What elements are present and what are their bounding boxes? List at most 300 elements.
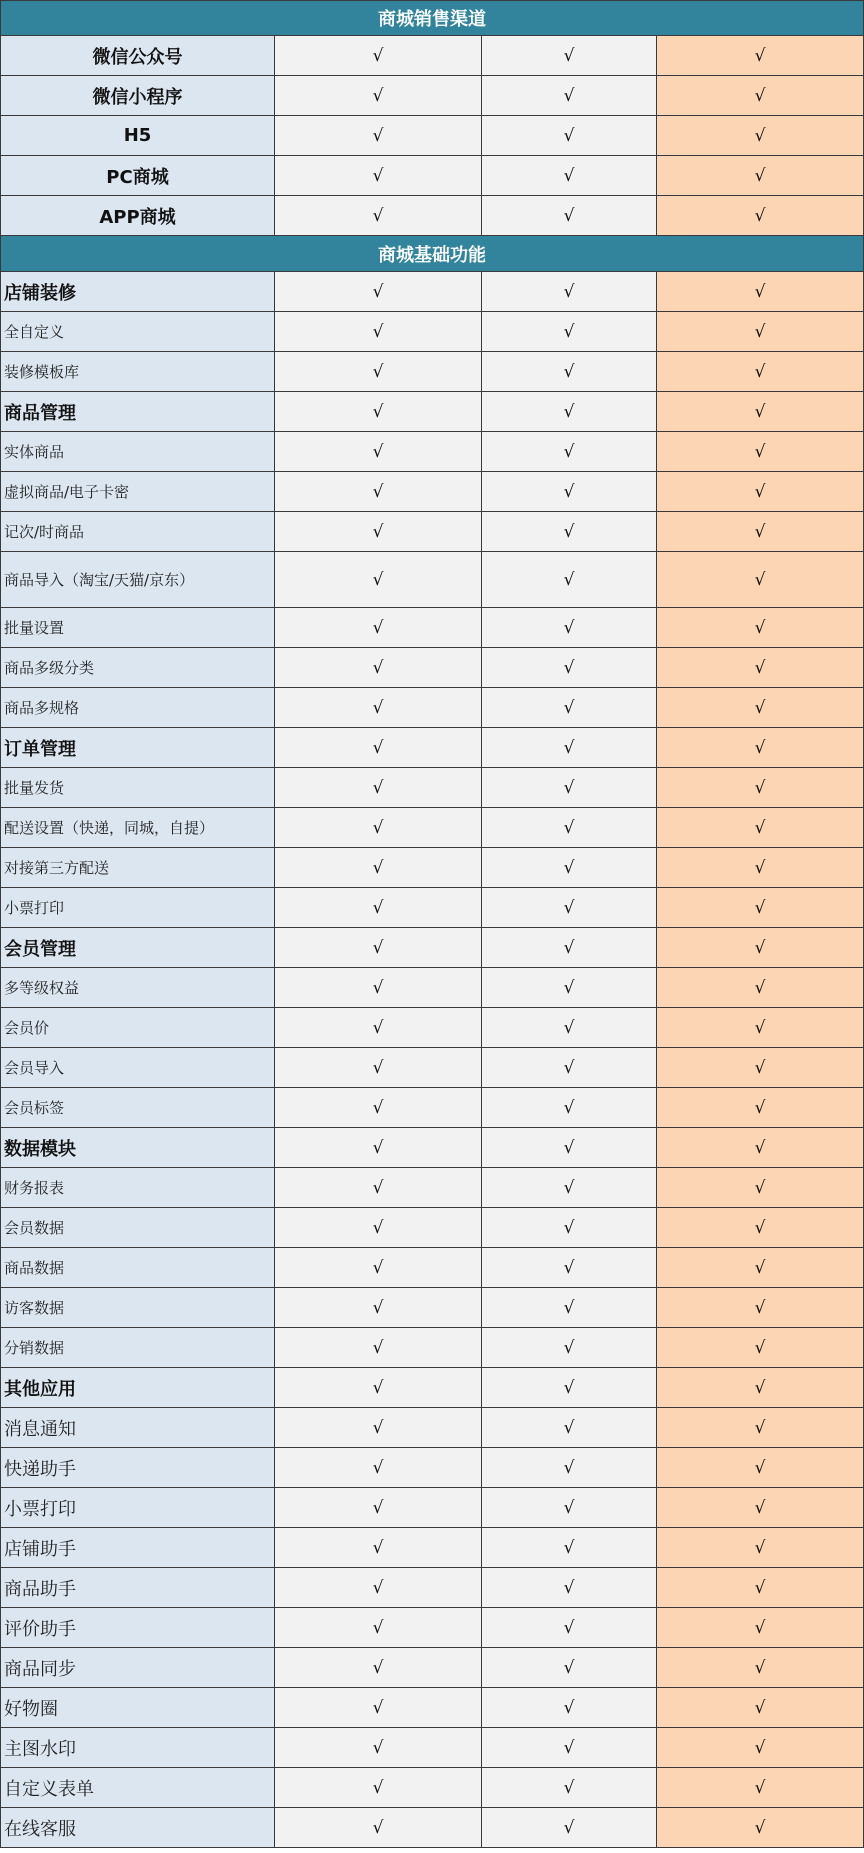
check-mark: √ — [754, 205, 766, 226]
feature-label-cell — [0, 156, 275, 195]
table-row — [0, 768, 864, 808]
feature-label-cell — [0, 272, 275, 311]
table-row — [0, 76, 864, 116]
check-mark: √ — [372, 977, 384, 998]
check-mark: √ — [754, 1057, 766, 1078]
table-row — [0, 688, 864, 728]
plan-3-cell — [657, 808, 864, 847]
plan-1-cell — [275, 768, 482, 807]
table-row — [0, 1248, 864, 1288]
plan-3-cell — [657, 552, 864, 607]
feature-label: 商品导入（淘宝/天猫/京东） — [4, 571, 195, 589]
plan-2-cell — [482, 392, 657, 431]
section-title: 商城销售渠道 — [378, 9, 486, 30]
check-mark: √ — [563, 1137, 575, 1158]
check-mark: √ — [563, 1377, 575, 1398]
check-mark: √ — [372, 1257, 384, 1278]
check-mark: √ — [563, 1537, 575, 1558]
plan-1-cell — [275, 1648, 482, 1687]
check-mark: √ — [563, 1617, 575, 1638]
check-mark: √ — [563, 1177, 575, 1198]
plan-1-cell — [275, 1208, 482, 1247]
feature-label-cell — [0, 1728, 275, 1767]
plan-2-cell — [482, 432, 657, 471]
table-row — [0, 392, 864, 432]
check-mark: √ — [563, 1017, 575, 1038]
plan-3-cell — [657, 512, 864, 551]
plan-2-cell — [482, 352, 657, 391]
feature-label-cell — [0, 1208, 275, 1247]
check-mark: √ — [754, 1377, 766, 1398]
check-mark: √ — [372, 1177, 384, 1198]
check-mark: √ — [754, 1497, 766, 1518]
plan-2-cell — [482, 888, 657, 927]
plan-3-cell — [657, 1648, 864, 1687]
feature-label-cell — [0, 472, 275, 511]
feature-label-cell — [0, 968, 275, 1007]
check-mark: √ — [754, 1017, 766, 1038]
feature-label-cell — [0, 608, 275, 647]
table-row — [0, 1608, 864, 1648]
feature-label: 记次/时商品 — [4, 523, 85, 541]
feature-label: 主图水印 — [4, 1738, 76, 1760]
feature-label: 在线客服 — [4, 1818, 76, 1840]
feature-label: 数据模块 — [4, 1138, 76, 1160]
check-mark: √ — [754, 977, 766, 998]
check-mark: √ — [372, 817, 384, 838]
plan-3-cell — [657, 1688, 864, 1727]
table-row — [0, 156, 864, 196]
table-row — [0, 808, 864, 848]
plan-2-cell — [482, 1328, 657, 1367]
check-mark: √ — [754, 617, 766, 638]
check-mark: √ — [372, 1377, 384, 1398]
check-mark: √ — [754, 481, 766, 502]
check-mark: √ — [372, 165, 384, 186]
table-row — [0, 512, 864, 552]
feature-label-cell — [0, 688, 275, 727]
plan-2-cell — [482, 1528, 657, 1567]
plan-3-cell — [657, 1008, 864, 1047]
check-mark: √ — [563, 521, 575, 542]
check-mark: √ — [372, 281, 384, 302]
check-mark: √ — [372, 1217, 384, 1238]
feature-label-cell — [0, 1128, 275, 1167]
check-mark: √ — [754, 1217, 766, 1238]
check-mark: √ — [372, 125, 384, 146]
plan-2-cell — [482, 116, 657, 155]
plan-1-cell — [275, 1608, 482, 1647]
check-mark: √ — [563, 45, 575, 66]
plan-1-cell — [275, 1048, 482, 1087]
plan-2-cell — [482, 1208, 657, 1247]
plan-2-cell — [482, 156, 657, 195]
check-mark: √ — [754, 125, 766, 146]
check-mark: √ — [754, 1537, 766, 1558]
feature-label: 自定义表单 — [4, 1778, 94, 1800]
plan-1-cell — [275, 928, 482, 967]
table-row — [0, 728, 864, 768]
check-mark: √ — [563, 281, 575, 302]
feature-label: 会员管理 — [4, 938, 76, 960]
table-row — [0, 1528, 864, 1568]
table-row — [0, 1168, 864, 1208]
check-mark: √ — [372, 1137, 384, 1158]
plan-2-cell — [482, 36, 657, 75]
feature-label-cell — [0, 1088, 275, 1127]
table-row — [0, 648, 864, 688]
check-mark: √ — [372, 617, 384, 638]
plan-1-cell — [275, 608, 482, 647]
plan-2-cell — [482, 1688, 657, 1727]
feature-label: 商品多级分类 — [4, 659, 95, 677]
check-mark: √ — [372, 45, 384, 66]
check-mark: √ — [372, 1457, 384, 1478]
check-mark: √ — [372, 361, 384, 382]
feature-label: 对接第三方配送 — [4, 859, 110, 877]
feature-label: 分销数据 — [4, 1339, 65, 1357]
plan-3-cell — [657, 392, 864, 431]
table-row — [0, 1328, 864, 1368]
feature-label-cell — [0, 1408, 275, 1447]
plan-3-cell — [657, 196, 864, 235]
check-mark: √ — [754, 897, 766, 918]
check-mark: √ — [754, 45, 766, 66]
check-mark: √ — [563, 1697, 575, 1718]
feature-label: 会员价 — [4, 1019, 50, 1037]
table-row — [0, 1088, 864, 1128]
table-row — [0, 196, 864, 236]
plan-3-cell — [657, 432, 864, 471]
plan-1-cell — [275, 76, 482, 115]
plan-2-cell — [482, 1168, 657, 1207]
check-mark: √ — [754, 1337, 766, 1358]
check-mark: √ — [754, 1617, 766, 1638]
feature-label: 装修模板库 — [4, 363, 80, 381]
plan-3-cell — [657, 1488, 864, 1527]
plan-3-cell — [657, 352, 864, 391]
check-mark: √ — [372, 569, 384, 590]
feature-label-cell — [0, 1448, 275, 1487]
plan-3-cell — [657, 272, 864, 311]
check-mark: √ — [754, 1137, 766, 1158]
check-mark: √ — [754, 441, 766, 462]
plan-1-cell — [275, 272, 482, 311]
check-mark: √ — [754, 1577, 766, 1598]
check-mark: √ — [372, 897, 384, 918]
check-mark: √ — [754, 1817, 766, 1838]
plan-3-cell — [657, 888, 864, 927]
plan-1-cell — [275, 688, 482, 727]
plan-1-cell — [275, 1008, 482, 1047]
check-mark: √ — [563, 165, 575, 186]
check-mark: √ — [372, 85, 384, 106]
feature-label: PC商城 — [106, 166, 169, 188]
table-row — [0, 312, 864, 352]
check-mark: √ — [372, 1577, 384, 1598]
check-mark: √ — [372, 1537, 384, 1558]
plan-3-cell — [657, 36, 864, 75]
check-mark: √ — [372, 1337, 384, 1358]
feature-label: 快递助手 — [4, 1458, 76, 1480]
feature-label-cell — [0, 432, 275, 471]
plan-2-cell — [482, 1408, 657, 1447]
plan-1-cell — [275, 552, 482, 607]
check-mark: √ — [563, 1217, 575, 1238]
table-row — [0, 1568, 864, 1608]
plan-3-cell — [657, 1248, 864, 1287]
feature-label-cell — [0, 1288, 275, 1327]
plan-3-cell — [657, 728, 864, 767]
check-mark: √ — [563, 697, 575, 718]
feature-label-cell — [0, 1608, 275, 1647]
plan-1-cell — [275, 312, 482, 351]
check-mark: √ — [372, 321, 384, 342]
plan-1-cell — [275, 1808, 482, 1847]
feature-label: 好物圈 — [4, 1698, 58, 1720]
check-mark: √ — [563, 1497, 575, 1518]
plan-3-cell — [657, 1048, 864, 1087]
feature-label: 微信小程序 — [92, 86, 183, 108]
plan-1-cell — [275, 1088, 482, 1127]
plan-2-cell — [482, 76, 657, 115]
check-mark: √ — [563, 1417, 575, 1438]
feature-label-cell — [0, 1008, 275, 1047]
table-row — [0, 608, 864, 648]
plan-1-cell — [275, 1528, 482, 1567]
feature-label: 消息通知 — [4, 1418, 76, 1440]
table-row — [0, 928, 864, 968]
plan-1-cell — [275, 156, 482, 195]
feature-label-cell — [0, 312, 275, 351]
feature-label: 实体商品 — [4, 443, 65, 461]
table-row — [0, 848, 864, 888]
table-row — [0, 888, 864, 928]
check-mark: √ — [372, 1417, 384, 1438]
check-mark: √ — [372, 657, 384, 678]
feature-label: 访客数据 — [4, 1299, 65, 1317]
check-mark: √ — [372, 1697, 384, 1718]
table-row — [0, 1408, 864, 1448]
check-mark: √ — [754, 1417, 766, 1438]
feature-label: 批量发货 — [4, 779, 65, 797]
plan-2-cell — [482, 1448, 657, 1487]
check-mark: √ — [372, 1657, 384, 1678]
check-mark: √ — [372, 1737, 384, 1758]
plan-3-cell — [657, 1768, 864, 1807]
feature-label: H5 — [123, 125, 152, 146]
feature-label-cell — [0, 352, 275, 391]
feature-label: 全自定义 — [4, 323, 65, 341]
check-mark: √ — [563, 1337, 575, 1358]
check-mark: √ — [563, 1057, 575, 1078]
plan-1-cell — [275, 36, 482, 75]
plan-3-cell — [657, 1608, 864, 1647]
feature-label-cell — [0, 1248, 275, 1287]
plan-1-cell — [275, 1728, 482, 1767]
table-row — [0, 1448, 864, 1488]
feature-label: APP商城 — [99, 206, 176, 228]
plan-1-cell — [275, 888, 482, 927]
plan-2-cell — [482, 1048, 657, 1087]
plan-1-cell — [275, 1408, 482, 1447]
plan-3-cell — [657, 1368, 864, 1407]
check-mark: √ — [563, 481, 575, 502]
check-mark: √ — [754, 401, 766, 422]
feature-label-cell — [0, 1808, 275, 1847]
check-mark: √ — [754, 1737, 766, 1758]
plan-1-cell — [275, 196, 482, 235]
plan-3-cell — [657, 1728, 864, 1767]
plan-2-cell — [482, 1088, 657, 1127]
plan-2-cell — [482, 608, 657, 647]
check-mark: √ — [372, 857, 384, 878]
plan-2-cell — [482, 1368, 657, 1407]
plan-3-cell — [657, 1128, 864, 1167]
check-mark: √ — [754, 521, 766, 542]
plan-3-cell — [657, 1808, 864, 1847]
plan-1-cell — [275, 1328, 482, 1367]
plan-3-cell — [657, 156, 864, 195]
feature-label-cell — [0, 512, 275, 551]
feature-label-cell — [0, 1768, 275, 1807]
table-row — [0, 552, 864, 608]
table-row — [0, 1368, 864, 1408]
check-mark: √ — [563, 617, 575, 638]
feature-label-cell — [0, 552, 275, 607]
check-mark: √ — [372, 1297, 384, 1318]
plan-3-cell — [657, 1528, 864, 1567]
plan-2-cell — [482, 728, 657, 767]
feature-label-cell — [0, 1488, 275, 1527]
plan-3-cell — [657, 76, 864, 115]
feature-label: 店铺助手 — [4, 1538, 76, 1560]
check-mark: √ — [754, 1697, 766, 1718]
feature-label: 其他应用 — [4, 1378, 76, 1400]
plan-2-cell — [482, 1128, 657, 1167]
check-mark: √ — [372, 1617, 384, 1638]
plan-3-cell — [657, 968, 864, 1007]
plan-2-cell — [482, 848, 657, 887]
feature-label-cell — [0, 1168, 275, 1207]
check-mark: √ — [754, 937, 766, 958]
check-mark: √ — [563, 977, 575, 998]
plan-1-cell — [275, 392, 482, 431]
plan-3-cell — [657, 1088, 864, 1127]
check-mark: √ — [372, 777, 384, 798]
check-mark: √ — [372, 697, 384, 718]
check-mark: √ — [563, 897, 575, 918]
check-mark: √ — [754, 1177, 766, 1198]
check-mark: √ — [754, 737, 766, 758]
check-mark: √ — [563, 85, 575, 106]
table-row — [0, 1048, 864, 1088]
check-mark: √ — [754, 569, 766, 590]
feature-label: 商品多规格 — [4, 699, 80, 717]
check-mark: √ — [372, 1497, 384, 1518]
plan-2-cell — [482, 1248, 657, 1287]
plan-3-cell — [657, 1408, 864, 1447]
feature-label: 店铺装修 — [4, 282, 76, 304]
check-mark: √ — [754, 1257, 766, 1278]
plan-3-cell — [657, 848, 864, 887]
plan-2-cell — [482, 1768, 657, 1807]
check-mark: √ — [563, 937, 575, 958]
feature-label: 财务报表 — [4, 1179, 65, 1197]
feature-label-cell — [0, 648, 275, 687]
feature-label: 微信公众号 — [92, 46, 183, 68]
check-mark: √ — [372, 441, 384, 462]
feature-label: 小票打印 — [4, 899, 65, 917]
plan-2-cell — [482, 1488, 657, 1527]
check-mark: √ — [563, 777, 575, 798]
check-mark: √ — [372, 401, 384, 422]
plan-2-cell — [482, 512, 657, 551]
feature-label-cell — [0, 1688, 275, 1727]
feature-label-cell — [0, 848, 275, 887]
check-mark: √ — [754, 657, 766, 678]
plan-1-cell — [275, 728, 482, 767]
plan-2-cell — [482, 688, 657, 727]
feature-label: 会员标签 — [4, 1099, 65, 1117]
check-mark: √ — [754, 817, 766, 838]
plan-1-cell — [275, 1168, 482, 1207]
table-row — [0, 1768, 864, 1808]
plan-3-cell — [657, 688, 864, 727]
table-row — [0, 1288, 864, 1328]
feature-label-cell — [0, 728, 275, 767]
feature-label: 虚拟商品/电子卡密 — [4, 483, 130, 501]
table-row — [0, 432, 864, 472]
feature-label-cell — [0, 116, 275, 155]
plan-3-cell — [657, 1448, 864, 1487]
section-header — [0, 0, 864, 36]
table-row — [0, 1808, 864, 1848]
check-mark: √ — [563, 1777, 575, 1798]
plan-2-cell — [482, 272, 657, 311]
table-row — [0, 1688, 864, 1728]
table-row — [0, 1648, 864, 1688]
plan-1-cell — [275, 648, 482, 687]
check-mark: √ — [754, 1777, 766, 1798]
plan-2-cell — [482, 196, 657, 235]
plan-1-cell — [275, 352, 482, 391]
plan-1-cell — [275, 472, 482, 511]
feature-label-cell — [0, 1048, 275, 1087]
plan-1-cell — [275, 512, 482, 551]
plan-3-cell — [657, 1328, 864, 1367]
check-mark: √ — [372, 1057, 384, 1078]
plan-2-cell — [482, 968, 657, 1007]
check-mark: √ — [563, 1097, 575, 1118]
plan-2-cell — [482, 768, 657, 807]
check-mark: √ — [563, 1257, 575, 1278]
plan-1-cell — [275, 1768, 482, 1807]
feature-label: 会员导入 — [4, 1059, 65, 1077]
plan-2-cell — [482, 1568, 657, 1607]
table-row — [0, 36, 864, 76]
feature-label-cell — [0, 36, 275, 75]
plan-1-cell — [275, 1688, 482, 1727]
table-row — [0, 1728, 864, 1768]
check-mark: √ — [372, 205, 384, 226]
plan-3-cell — [657, 116, 864, 155]
table-row — [0, 968, 864, 1008]
check-mark: √ — [563, 569, 575, 590]
feature-label-cell — [0, 1528, 275, 1567]
plan-3-cell — [657, 1568, 864, 1607]
check-mark: √ — [754, 85, 766, 106]
